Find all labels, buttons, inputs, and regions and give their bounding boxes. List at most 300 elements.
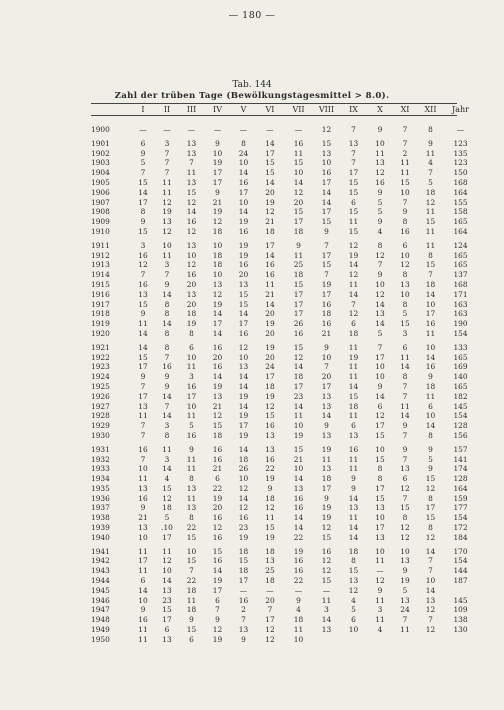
month-cell: 7 <box>428 566 433 576</box>
month-cell: 16 <box>293 503 304 513</box>
month-cell: 18 <box>212 250 223 260</box>
table-row <box>91 494 477 504</box>
annual-total-cell: 170 <box>453 546 468 556</box>
month-cell: 10 <box>212 148 223 158</box>
month-cell: 19 <box>212 381 223 391</box>
annual-total-cell: 144 <box>453 566 468 576</box>
month-cell: 7 <box>402 391 408 401</box>
month-cell: 8 <box>189 513 194 523</box>
year-cell: 1938 <box>91 513 110 523</box>
month-cell: 13 <box>186 503 197 513</box>
month-cell: 20 <box>265 309 275 319</box>
month-cell: 7 <box>140 421 146 431</box>
month-cell: 14 <box>186 207 197 217</box>
month-cell: 14 <box>425 352 436 362</box>
month-cell: 9 <box>377 217 383 227</box>
year-cell: 1916 <box>91 289 110 299</box>
month-cell: 6 <box>140 138 146 148</box>
month-cell: 17 <box>212 168 223 178</box>
month-cell: 8 <box>351 556 356 566</box>
month-cell: 13 <box>212 391 223 401</box>
month-cell: 11 <box>293 625 304 635</box>
month-cell: 16 <box>265 421 275 431</box>
month-cell: 11 <box>348 411 359 421</box>
month-cell: 16 <box>186 270 197 280</box>
month-cell: 14 <box>162 464 172 474</box>
month-cell: 12 <box>162 226 172 236</box>
month-cell: 8 <box>428 493 433 503</box>
month-cell: 17 <box>265 240 275 250</box>
month-cell: 5 <box>351 605 356 615</box>
month-cell: 3 <box>377 605 383 615</box>
month-cell: 12 <box>375 289 385 299</box>
month-cell: 16 <box>293 328 304 338</box>
month-cell: 15 <box>238 289 249 299</box>
month-cell: 14 <box>321 411 332 421</box>
table-row <box>91 260 477 270</box>
annual-total-cell: 164 <box>453 483 468 493</box>
month-cell: 14 <box>238 309 249 319</box>
month-cell: 14 <box>162 319 172 329</box>
month-cell: 12 <box>265 207 275 217</box>
month-cell: 13 <box>425 595 436 605</box>
annual-total-cell: 123 <box>453 158 468 168</box>
year-cell: 1901 <box>91 138 110 148</box>
month-cell: 3 <box>402 328 408 338</box>
month-cell: 13 <box>348 576 359 586</box>
month-cell: 9 <box>267 483 273 493</box>
month-cell: 13 <box>375 309 385 319</box>
month-cell: 16 <box>212 342 223 352</box>
annual-total-cell: 187 <box>453 576 468 586</box>
table-row <box>91 319 477 329</box>
year-cell: 1900 <box>91 125 110 134</box>
annual-total-cell: 184 <box>453 532 468 542</box>
month-cell: 15 <box>293 342 304 352</box>
year-cell: 1912 <box>91 250 110 260</box>
annual-total-cell: 163 <box>453 299 468 309</box>
year-cell: 1935 <box>91 483 110 493</box>
month-cell: 18 <box>265 381 275 391</box>
month-cell: 12 <box>321 523 332 533</box>
year-cell: 1947 <box>91 605 110 615</box>
month-cell: 14 <box>212 566 223 576</box>
month-cell: 23 <box>238 523 249 533</box>
annual-total-cell: 168 <box>453 279 468 289</box>
header-cell: XI <box>400 104 410 114</box>
month-cell: 11 <box>348 454 359 464</box>
month-cell: 19 <box>212 493 223 503</box>
table-row <box>91 158 477 168</box>
month-cell: 7 <box>140 454 146 464</box>
month-cell: 11 <box>400 168 410 178</box>
year-cell: 1920 <box>91 328 110 338</box>
month-cell: 16 <box>293 566 304 576</box>
month-cell: 12 <box>238 342 249 352</box>
month-cell: 7 <box>324 362 329 372</box>
annual-total-cell: 164 <box>453 187 468 197</box>
month-cell: 11 <box>348 513 359 523</box>
month-cell: 19 <box>348 352 359 362</box>
month-cell: 11 <box>348 464 359 474</box>
month-cell: 3 <box>189 372 194 382</box>
month-cell: 14 <box>400 411 410 421</box>
month-cell: 9 <box>296 595 301 605</box>
table-row <box>91 125 477 135</box>
month-cell: 8 <box>189 474 194 484</box>
year-cell: 1915 <box>91 279 110 289</box>
month-cell: 13 <box>186 138 197 148</box>
table-row <box>91 198 477 208</box>
year-cell: 1913 <box>91 260 110 270</box>
month-cell: 12 <box>348 585 359 595</box>
month-cell: 14 <box>293 513 304 523</box>
header-cell: IV <box>213 104 222 114</box>
table-row <box>91 353 477 363</box>
month-cell: 17 <box>375 523 385 533</box>
table-row <box>91 168 477 178</box>
month-cell: 12 <box>321 566 332 576</box>
month-cell: 7 <box>428 556 433 566</box>
annual-total-cell: 177 <box>453 503 468 513</box>
month-cell: 17 <box>425 503 436 513</box>
month-cell: 18 <box>293 372 304 382</box>
month-cell: 14 <box>238 168 249 178</box>
month-cell: 7 <box>402 138 408 148</box>
year-cell: 1908 <box>91 207 110 217</box>
month-cell: 21 <box>265 289 275 299</box>
table-row <box>91 464 477 474</box>
month-cell: 19 <box>212 158 223 168</box>
month-cell: 14 <box>265 250 275 260</box>
month-cell: 18 <box>238 454 249 464</box>
month-cell: 8 <box>164 299 170 309</box>
month-cell: 22 <box>186 576 197 586</box>
month-cell: 16 <box>425 319 436 329</box>
month-cell: 11 <box>375 148 385 158</box>
year-cell: 1934 <box>91 474 110 484</box>
month-cell: 15 <box>293 158 304 168</box>
month-cell <box>417 635 444 645</box>
month-cell: 12 <box>212 411 223 421</box>
month-cell: 15 <box>348 566 359 576</box>
month-cell: 11 <box>138 474 148 484</box>
month-cell: 8 <box>428 430 433 440</box>
month-cell: 12 <box>238 503 249 513</box>
header-year-cell <box>91 104 131 115</box>
year-cell: 1940 <box>91 532 110 542</box>
month-cell: 9 <box>189 444 194 454</box>
month-cell: — <box>163 125 171 134</box>
month-cell: 12 <box>265 503 275 513</box>
annual-total-cell: 165 <box>453 260 468 270</box>
month-cell: 13 <box>321 391 332 401</box>
month-cell: 15 <box>186 187 197 197</box>
month-cell: 19 <box>321 279 332 289</box>
month-cell: 3 <box>164 421 170 431</box>
annual-total-cell: 154 <box>453 513 468 523</box>
month-cell: 17 <box>186 391 197 401</box>
month-cell: 7 <box>428 168 433 178</box>
table-row <box>91 596 477 606</box>
month-cell: 11 <box>400 625 410 635</box>
month-cell: 6 <box>215 595 220 605</box>
month-cell: 10 <box>293 168 304 178</box>
month-cell: 10 <box>212 240 223 250</box>
month-cell: 14 <box>238 207 249 217</box>
year-cell: 1950 <box>91 634 110 644</box>
annual-total-cell: 154 <box>453 556 468 566</box>
month-cell: — <box>239 585 248 595</box>
month-cell: 14 <box>238 493 249 503</box>
table-row <box>91 523 477 533</box>
header-cell: VIII <box>318 104 335 114</box>
month-cell: 10 <box>293 634 304 644</box>
annual-total-cell: 163 <box>453 309 468 319</box>
month-cell: 10 <box>400 187 410 197</box>
annual-total-cell: 154 <box>453 328 468 338</box>
table-row <box>91 382 477 392</box>
month-cell: 20 <box>265 187 275 197</box>
year-cell: 1927 <box>91 401 110 411</box>
month-cell: 15 <box>348 391 359 401</box>
month-cell: 15 <box>425 260 436 270</box>
month-cell: 18 <box>425 187 436 197</box>
year-cell: 1933 <box>91 464 110 474</box>
month-cell: 19 <box>265 319 275 329</box>
month-cell: 7 <box>140 430 146 440</box>
year-cell: 1942 <box>91 556 110 566</box>
month-cell: 7 <box>428 615 433 625</box>
month-cell: 14 <box>162 289 172 299</box>
month-cell: 15 <box>265 168 275 178</box>
table-row <box>91 547 477 557</box>
month-cell: 15 <box>138 177 148 187</box>
month-cell: 8 <box>428 125 433 134</box>
month-cell: 12 <box>400 532 410 542</box>
month-cell: 8 <box>402 270 408 280</box>
month-cell: 17 <box>293 381 304 391</box>
annual-total-cell: 169 <box>453 362 468 372</box>
month-cell: 10 <box>425 342 436 352</box>
month-cell: 20 <box>265 595 275 605</box>
month-cell: 14 <box>138 328 148 338</box>
month-cell: 16 <box>293 493 304 503</box>
month-cell: 17 <box>162 532 172 542</box>
month-cell: 12 <box>138 260 148 270</box>
year-cell: 1919 <box>91 319 110 329</box>
month-cell: 22 <box>212 483 223 493</box>
year-cell: 1937 <box>91 503 110 513</box>
month-cell: 9 <box>215 138 220 148</box>
year-cell: 1922 <box>91 352 110 362</box>
table-row <box>91 188 477 198</box>
table-row <box>91 615 477 625</box>
month-cell: 11 <box>400 158 410 168</box>
month-cell: 13 <box>186 148 197 158</box>
month-cell: 12 <box>425 483 436 493</box>
month-cell: 22 <box>293 576 304 586</box>
month-cell: 19 <box>293 546 304 556</box>
month-cell: 19 <box>212 299 223 309</box>
month-cell: 11 <box>186 362 197 372</box>
month-cell: 8 <box>189 328 194 338</box>
month-cell: 18 <box>265 226 275 236</box>
month-cell: 21 <box>212 401 223 411</box>
month-cell: — <box>139 125 147 134</box>
month-cell: 15 <box>400 319 410 329</box>
month-cell: 17 <box>212 319 223 329</box>
month-cell: 15 <box>138 226 148 236</box>
month-cell: 12 <box>375 250 385 260</box>
month-cell: 15 <box>162 483 172 493</box>
month-cell: 19 <box>321 503 332 513</box>
month-cell: 10 <box>400 250 410 260</box>
month-cell: 11 <box>375 615 385 625</box>
header-cell: XII <box>424 104 437 114</box>
month-cell: 8 <box>428 523 433 533</box>
month-cell: 17 <box>348 168 359 178</box>
month-cell: 12 <box>238 483 249 493</box>
month-cell: 15 <box>321 138 332 148</box>
month-cell: 19 <box>265 391 275 401</box>
month-cell: 5 <box>377 207 383 217</box>
month-cell: 12 <box>186 260 197 270</box>
month-cell: 8 <box>241 138 246 148</box>
month-cell: 5 <box>189 421 194 431</box>
month-cell: 11 <box>375 556 385 566</box>
month-cell: 7 <box>402 454 408 464</box>
month-cell: 10 <box>425 299 436 309</box>
annual-total-cell: 171 <box>453 289 468 299</box>
month-cell: 5 <box>402 309 408 319</box>
month-cell: 11 <box>321 595 332 605</box>
month-cell: 14 <box>425 289 436 299</box>
month-cell: 13 <box>375 158 385 168</box>
month-cell: 16 <box>212 362 223 372</box>
month-cell: 13 <box>348 138 359 148</box>
table-row <box>91 300 477 310</box>
month-cell: 15 <box>138 352 148 362</box>
month-cell: 14 <box>293 401 304 411</box>
spacer-cell <box>91 115 477 125</box>
month-cell: 12 <box>348 270 359 280</box>
year-cell: 1906 <box>91 187 110 197</box>
month-cell: 12 <box>400 260 410 270</box>
month-cell: 18 <box>425 381 436 391</box>
month-cell: 14 <box>212 309 223 319</box>
month-cell: 10 <box>212 270 223 280</box>
month-cell: 12 <box>375 576 385 586</box>
month-cell: 15 <box>400 177 410 187</box>
month-cell: 12 <box>400 523 410 533</box>
month-cell: 13 <box>162 217 172 227</box>
month-cell: 19 <box>348 250 359 260</box>
month-cell: 7 <box>164 401 170 411</box>
month-cell: 16 <box>265 270 275 280</box>
month-cell: 11 <box>138 319 148 329</box>
month-cell: 11 <box>186 493 197 503</box>
month-cell: 7 <box>377 260 383 270</box>
month-cell: 18 <box>212 430 223 440</box>
table-row <box>91 207 477 217</box>
table-row <box>91 635 477 645</box>
annual-total-cell: 135 <box>453 148 468 158</box>
month-cell: 18 <box>293 270 304 280</box>
month-cell: 17 <box>265 148 275 158</box>
month-cell: — <box>213 125 222 134</box>
month-cell: 9 <box>377 187 383 197</box>
month-cell: 15 <box>238 556 249 566</box>
month-cell: 18 <box>265 576 275 586</box>
month-cell: 12 <box>162 556 172 566</box>
month-cell: 19 <box>265 197 275 207</box>
month-cell: 8 <box>164 342 170 352</box>
month-cell: 13 <box>186 483 197 493</box>
month-cell: 8 <box>164 328 170 338</box>
month-cell: 14 <box>238 372 249 382</box>
month-cell: 17 <box>293 309 304 319</box>
month-cell: 9 <box>140 148 146 158</box>
month-cell: 10 <box>293 464 304 474</box>
month-cell: 12 <box>375 168 385 178</box>
month-cell: 19 <box>238 250 249 260</box>
month-cell: 15 <box>212 421 223 431</box>
table-row <box>91 586 477 596</box>
month-cell: 17 <box>425 309 436 319</box>
month-cell: 9 <box>377 270 383 280</box>
month-cell: 16 <box>186 217 197 227</box>
month-cell: 7 <box>189 566 194 576</box>
month-cell: 12 <box>212 523 223 533</box>
table-row <box>91 484 477 494</box>
month-cell: 14 <box>293 523 304 533</box>
annual-total-cell: 130 <box>453 625 468 635</box>
month-cell: 16 <box>400 226 410 236</box>
month-cell: 6 <box>164 625 170 635</box>
month-cell: 7 <box>215 605 220 615</box>
month-cell: 7 <box>164 158 170 168</box>
month-cell: 14 <box>162 576 172 586</box>
month-cell: 15 <box>265 411 275 421</box>
month-cell: 12 <box>425 532 436 542</box>
month-cell: 7 <box>402 430 408 440</box>
month-cell: 14 <box>162 391 172 401</box>
month-cell: 9 <box>215 615 220 625</box>
annual-total-cell: 123 <box>453 138 468 148</box>
month-cell: 16 <box>375 177 385 187</box>
month-cell: 16 <box>238 177 249 187</box>
month-cell: 17 <box>238 319 249 329</box>
month-cell: 11 <box>186 464 197 474</box>
month-cell: 9 <box>402 566 408 576</box>
month-cell: 18 <box>162 503 172 513</box>
month-cell: 20 <box>265 328 275 338</box>
month-cell: 7 <box>164 270 170 280</box>
month-cell: 2 <box>241 605 246 615</box>
month-cell: 23 <box>162 595 172 605</box>
month-cell: 20 <box>212 352 223 362</box>
month-cell: 17 <box>138 391 148 401</box>
month-cell: 11 <box>425 391 436 401</box>
annual-total-cell: 145 <box>453 401 468 411</box>
year-cell: 1914 <box>91 270 110 280</box>
month-cell: 11 <box>425 148 436 158</box>
month-cell: 12 <box>265 634 275 644</box>
month-cell: 9 <box>140 217 146 227</box>
month-cell: 17 <box>375 352 385 362</box>
annual-total-cell <box>444 635 477 645</box>
